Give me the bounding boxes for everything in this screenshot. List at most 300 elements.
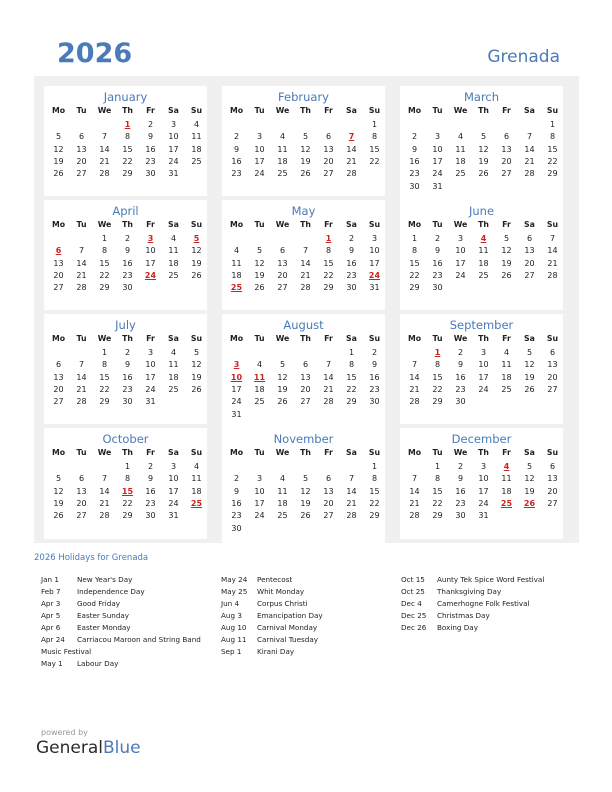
day-cell: 16 — [455, 486, 466, 496]
day-cell: 28 — [76, 283, 87, 293]
month-february — [222, 86, 385, 196]
day-cell: 10 — [145, 360, 156, 370]
day-cell: 8 — [371, 474, 378, 484]
day-cell: 19 — [277, 384, 288, 394]
day-cell: 24 — [254, 511, 265, 521]
day-cell: 26 — [277, 397, 288, 407]
day-cell: 10 — [478, 360, 489, 370]
day-cell: 16 — [231, 498, 242, 508]
day-cell: 3 — [371, 234, 378, 243]
day-cell: 31 — [168, 511, 179, 521]
day-cell: 8 — [101, 360, 108, 370]
month-march — [400, 86, 563, 203]
day-cell: 11 — [501, 474, 512, 484]
day-cell: 14 — [524, 144, 535, 154]
weekday-header: Th — [300, 448, 311, 457]
day-cell: 13 — [53, 258, 64, 268]
weekday-header: Mo — [51, 448, 66, 457]
day-cell: 10 — [254, 144, 265, 154]
holiday-name: Independence Day — [77, 587, 145, 596]
day-cell: 20 — [547, 486, 558, 496]
month-january — [44, 86, 207, 196]
day-cell: 3 — [434, 132, 441, 142]
day-cell: 27 — [53, 283, 64, 293]
weekday-header: Su — [190, 106, 203, 115]
day-cell: 26 — [254, 283, 265, 293]
day-cell: 19 — [524, 486, 535, 496]
day-cell: 5 — [302, 132, 309, 142]
holiday-name: Christmas Day — [437, 611, 490, 620]
day-cell: 7 — [101, 474, 108, 484]
day-cell: 4 — [170, 348, 177, 357]
day-cell: 22 — [432, 384, 443, 394]
day-cell: 18 — [277, 156, 288, 166]
day-cell: 23 — [145, 156, 156, 166]
day-cell: 12 — [300, 144, 311, 154]
weekday-header: Fr — [502, 448, 511, 457]
holiday-date: Aug 11 — [221, 635, 247, 644]
weekday-header: Fr — [146, 220, 155, 229]
holiday-name: Boxing Day — [437, 623, 478, 632]
day-cell: 12 — [191, 360, 202, 370]
country-title: Grenada — [487, 47, 560, 67]
day-cell: 19 — [478, 156, 489, 166]
holiday-day-cell: 4 — [480, 234, 487, 243]
weekday-header: We — [97, 334, 112, 343]
month-september — [400, 314, 563, 424]
day-cell: 19 — [501, 258, 512, 268]
day-cell: 21 — [409, 498, 420, 508]
day-cell: 20 — [300, 384, 311, 394]
day-cell: 9 — [457, 360, 464, 370]
day-cell: 27 — [323, 511, 334, 521]
day-cell: 23 — [455, 384, 466, 394]
weekday-header: Sa — [168, 220, 179, 229]
day-cell: 19 — [53, 498, 64, 508]
day-cell: 30 — [231, 523, 242, 533]
day-cell: 7 — [411, 360, 418, 370]
day-cell: 15 — [369, 144, 380, 154]
day-cell: 13 — [76, 486, 87, 496]
weekday-header: Sa — [168, 448, 179, 457]
day-cell: 16 — [231, 156, 242, 166]
day-cell: 12 — [191, 246, 202, 256]
day-cell: 11 — [455, 144, 466, 154]
month-name: March — [463, 90, 500, 104]
holiday-day-cell: 5 — [193, 234, 200, 243]
day-cell: 27 — [501, 169, 512, 179]
day-cell: 15 — [122, 144, 133, 154]
weekday-header: Tu — [432, 448, 443, 457]
day-cell: 24 — [145, 384, 156, 394]
weekday-header: Sa — [346, 448, 357, 457]
day-cell: 29 — [547, 169, 558, 179]
day-cell: 3 — [480, 462, 487, 471]
weekday-header: We — [275, 334, 290, 343]
day-cell: 14 — [76, 258, 87, 268]
day-cell: 22 — [346, 384, 357, 394]
holiday-name: Good Friday — [77, 599, 120, 608]
day-cell: 15 — [432, 372, 443, 382]
weekday-header: Th — [122, 448, 133, 457]
day-cell: 29 — [369, 511, 380, 521]
weekday-header: Mo — [407, 448, 422, 457]
weekday-header: Su — [368, 334, 381, 343]
day-cell: 13 — [277, 258, 288, 268]
weekday-header: Tu — [76, 334, 87, 343]
day-cell: 15 — [346, 372, 357, 382]
month-name: January — [103, 90, 148, 104]
day-cell: 1 — [124, 462, 131, 471]
day-cell: 17 — [145, 372, 156, 382]
day-cell: 20 — [53, 384, 64, 394]
day-cell: 6 — [302, 360, 309, 370]
day-cell: 8 — [124, 132, 131, 142]
weekday-header: Sa — [346, 106, 357, 115]
weekday-header: We — [275, 220, 290, 229]
day-cell: 17 — [231, 384, 242, 394]
day-cell: 20 — [323, 156, 334, 166]
day-cell: 17 — [145, 258, 156, 268]
day-cell: 5 — [279, 360, 286, 370]
day-cell: 10 — [478, 474, 489, 484]
day-cell: 30 — [432, 283, 443, 293]
weekday-header: Fr — [502, 334, 511, 343]
day-cell: 28 — [323, 397, 334, 407]
day-cell: 17 — [478, 486, 489, 496]
day-cell: 12 — [524, 360, 535, 370]
day-cell: 9 — [348, 246, 355, 256]
day-cell: 25 — [254, 397, 265, 407]
day-cell: 9 — [411, 144, 418, 154]
day-cell: 25 — [478, 270, 489, 280]
day-cell: 8 — [325, 246, 332, 256]
day-cell: 12 — [277, 372, 288, 382]
day-cell: 18 — [478, 258, 489, 268]
weekday-header: Mo — [229, 106, 244, 115]
day-cell: 25 — [277, 511, 288, 521]
day-cell: 25 — [168, 384, 179, 394]
day-cell: 8 — [549, 132, 556, 142]
day-cell: 8 — [371, 132, 378, 142]
day-cell: 29 — [99, 283, 110, 293]
weekday-header: Tu — [254, 106, 265, 115]
day-cell: 22 — [99, 384, 110, 394]
generalblue-logo[interactable] — [36, 738, 141, 758]
day-cell: 2 — [233, 132, 240, 142]
holiday-date: Apr 3 — [41, 599, 61, 608]
day-cell: 23 — [432, 270, 443, 280]
day-cell: 23 — [122, 384, 133, 394]
day-cell: 8 — [348, 360, 355, 370]
day-cell: 9 — [147, 474, 154, 484]
day-cell: 25 — [455, 169, 466, 179]
holiday-day-cell: 6 — [55, 246, 62, 256]
day-cell: 24 — [254, 169, 265, 179]
month-october — [44, 428, 207, 539]
holiday-name: Camerhogne Folk Festival — [437, 599, 530, 608]
day-cell: 17 — [369, 258, 380, 268]
day-cell: 2 — [434, 234, 441, 243]
day-cell: 12 — [300, 486, 311, 496]
day-cell: 3 — [256, 132, 263, 142]
holiday-date: Apr 24 — [41, 635, 65, 644]
day-cell: 21 — [76, 384, 87, 394]
holiday-day-cell: 25 — [230, 283, 243, 293]
day-cell: 14 — [76, 372, 87, 382]
day-cell: 4 — [170, 234, 177, 243]
day-cell: 2 — [411, 132, 418, 142]
day-cell: 10 — [145, 246, 156, 256]
day-cell: 21 — [99, 156, 110, 166]
day-cell: 19 — [191, 258, 202, 268]
holiday-name: Pentecost — [257, 575, 293, 584]
day-cell: 17 — [168, 486, 179, 496]
day-cell: 29 — [99, 397, 110, 407]
day-cell: 1 — [371, 462, 378, 471]
weekday-header: We — [275, 448, 290, 457]
day-cell: 27 — [547, 384, 558, 394]
day-cell: 28 — [99, 511, 110, 521]
day-cell: 24 — [478, 384, 489, 394]
day-cell: 6 — [549, 348, 556, 357]
day-cell: 1 — [371, 120, 378, 129]
weekday-header: Mo — [229, 448, 244, 457]
day-cell: 9 — [233, 144, 240, 154]
weekday-header: Th — [122, 334, 133, 343]
day-cell: 5 — [55, 474, 62, 484]
holiday-date: Aug 3 — [221, 611, 242, 620]
day-cell: 23 — [231, 169, 242, 179]
month-name: May — [291, 204, 316, 218]
day-cell: 5 — [526, 462, 533, 471]
holiday-date: Dec 26 — [401, 623, 427, 632]
holiday-day-cell: 3 — [147, 234, 154, 243]
holiday-date: Apr 6 — [41, 623, 61, 632]
weekday-header: Tu — [432, 220, 443, 229]
day-cell: 6 — [325, 132, 332, 142]
day-cell: 6 — [55, 360, 62, 370]
weekday-header: Mo — [51, 106, 66, 115]
weekday-header: Su — [190, 220, 203, 229]
day-cell: 10 — [455, 246, 466, 256]
weekday-header: Tu — [76, 220, 87, 229]
day-cell: 25 — [501, 384, 512, 394]
weekday-header: We — [275, 106, 290, 115]
day-cell: 27 — [300, 397, 311, 407]
day-cell: 23 — [455, 498, 466, 508]
day-cell: 9 — [434, 246, 441, 256]
day-cell: 10 — [254, 486, 265, 496]
weekday-header: We — [453, 448, 468, 457]
day-cell: 29 — [323, 283, 334, 293]
weekday-header: We — [97, 106, 112, 115]
day-cell: 11 — [231, 258, 242, 268]
day-cell: 18 — [168, 372, 179, 382]
holiday-name: Emancipation Day — [257, 611, 323, 620]
holiday-day-cell: 24 — [144, 270, 157, 280]
weekday-header: Sa — [168, 106, 179, 115]
month-name: November — [273, 432, 334, 446]
day-cell: 21 — [524, 156, 535, 166]
weekday-header: Th — [478, 334, 489, 343]
day-cell: 22 — [432, 498, 443, 508]
day-cell: 19 — [191, 372, 202, 382]
day-cell: 22 — [323, 270, 334, 280]
day-cell: 7 — [526, 132, 533, 142]
day-cell: 21 — [346, 498, 357, 508]
day-cell: 18 — [501, 372, 512, 382]
weekday-header: Fr — [324, 448, 333, 457]
holiday-day-cell: 10 — [230, 372, 243, 382]
day-cell: 7 — [549, 234, 556, 243]
weekday-header: Su — [368, 220, 381, 229]
day-cell: 28 — [300, 283, 311, 293]
day-cell: 5 — [480, 132, 487, 142]
day-cell: 26 — [53, 169, 64, 179]
weekday-header: Su — [368, 106, 381, 115]
day-cell: 6 — [279, 246, 286, 256]
day-cell: 1 — [411, 234, 418, 243]
day-cell: 20 — [76, 498, 87, 508]
day-cell: 11 — [478, 246, 489, 256]
day-cell: 18 — [191, 486, 202, 496]
day-cell: 13 — [323, 144, 334, 154]
day-cell: 6 — [526, 234, 533, 243]
month-november — [222, 428, 385, 545]
day-cell: 8 — [434, 360, 441, 370]
holiday-day-cell: 24 — [368, 270, 381, 280]
day-cell: 20 — [524, 258, 535, 268]
day-cell: 26 — [300, 511, 311, 521]
day-cell: 14 — [99, 144, 110, 154]
day-cell: 3 — [147, 348, 154, 357]
day-cell: 13 — [524, 246, 535, 256]
day-cell: 29 — [432, 397, 443, 407]
month-name: September — [449, 318, 514, 332]
day-cell: 12 — [53, 486, 64, 496]
powered-by: powered by — [41, 728, 88, 737]
day-cell: 1 — [549, 120, 556, 129]
day-cell: 27 — [524, 270, 535, 280]
day-cell: 18 — [501, 486, 512, 496]
day-cell: 3 — [170, 462, 177, 471]
day-cell: 6 — [503, 132, 510, 142]
day-cell: 15 — [323, 258, 334, 268]
holiday-date: Oct 15 — [401, 575, 425, 584]
day-cell: 30 — [455, 511, 466, 521]
day-cell: 28 — [547, 270, 558, 280]
day-cell: 2 — [147, 120, 154, 129]
day-cell: 5 — [302, 474, 309, 484]
day-cell: 23 — [346, 270, 357, 280]
day-cell: 1 — [101, 348, 108, 357]
day-cell: 15 — [409, 258, 420, 268]
day-cell: 20 — [53, 270, 64, 280]
day-cell: 28 — [346, 169, 357, 179]
day-cell: 7 — [348, 474, 355, 484]
day-cell: 3 — [256, 474, 263, 484]
day-cell: 1 — [348, 348, 355, 357]
day-cell: 10 — [369, 246, 380, 256]
holiday-name: New Year's Day — [77, 575, 133, 584]
day-cell: 16 — [145, 486, 156, 496]
weekday-header: Th — [478, 220, 489, 229]
day-cell: 19 — [254, 270, 265, 280]
day-cell: 1 — [434, 462, 441, 471]
month-april — [44, 200, 207, 310]
month-name: October — [102, 432, 149, 446]
day-cell: 6 — [78, 132, 85, 142]
day-cell: 12 — [524, 474, 535, 484]
day-cell: 17 — [432, 156, 443, 166]
day-cell: 19 — [53, 156, 64, 166]
day-cell: 17 — [478, 372, 489, 382]
weekday-header: Th — [300, 220, 311, 229]
day-cell: 1 — [101, 234, 108, 243]
day-cell: 9 — [371, 360, 378, 370]
day-cell: 18 — [231, 270, 242, 280]
weekday-header: Sa — [524, 220, 535, 229]
day-cell: 18 — [455, 156, 466, 166]
holiday-name: Carnival Tuesday — [257, 635, 318, 644]
day-cell: 8 — [101, 246, 108, 256]
day-cell: 6 — [549, 462, 556, 471]
holiday-name: Corpus Christi — [257, 599, 308, 608]
day-cell: 29 — [432, 511, 443, 521]
day-cell: 13 — [323, 486, 334, 496]
weekday-header: Mo — [229, 220, 244, 229]
day-cell: 29 — [409, 283, 420, 293]
holiday-date: Feb 7 — [41, 587, 61, 596]
day-cell: 5 — [503, 234, 510, 243]
day-cell: 29 — [122, 511, 133, 521]
day-cell: 2 — [457, 348, 464, 357]
day-cell: 4 — [503, 348, 510, 357]
weekday-header: Mo — [407, 334, 422, 343]
day-cell: 7 — [78, 360, 85, 370]
day-cell: 16 — [369, 372, 380, 382]
day-cell: 16 — [455, 372, 466, 382]
holiday-date: Jun 4 — [221, 599, 240, 608]
day-cell: 9 — [124, 246, 131, 256]
day-cell: 23 — [369, 384, 380, 394]
day-cell: 13 — [53, 372, 64, 382]
day-cell: 18 — [277, 498, 288, 508]
holiday-day-cell: 25 — [190, 498, 203, 508]
day-cell: 30 — [145, 169, 156, 179]
weekday-header: Fr — [502, 106, 511, 115]
day-cell: 19 — [300, 498, 311, 508]
day-cell: 29 — [346, 397, 357, 407]
day-cell: 19 — [300, 156, 311, 166]
day-cell: 28 — [99, 169, 110, 179]
day-cell: 3 — [457, 234, 464, 243]
day-cell: 10 — [432, 144, 443, 154]
weekday-header: Fr — [502, 220, 511, 229]
day-cell: 16 — [432, 258, 443, 268]
day-cell: 20 — [547, 372, 558, 382]
weekday-header: Su — [368, 448, 381, 457]
day-cell: 15 — [99, 372, 110, 382]
day-cell: 18 — [254, 384, 265, 394]
day-cell: 5 — [193, 348, 200, 357]
day-cell: 2 — [457, 462, 464, 471]
day-cell: 12 — [53, 144, 64, 154]
holiday-name: Easter Monday — [77, 623, 131, 632]
day-cell: 2 — [348, 234, 355, 243]
day-cell: 28 — [76, 397, 87, 407]
